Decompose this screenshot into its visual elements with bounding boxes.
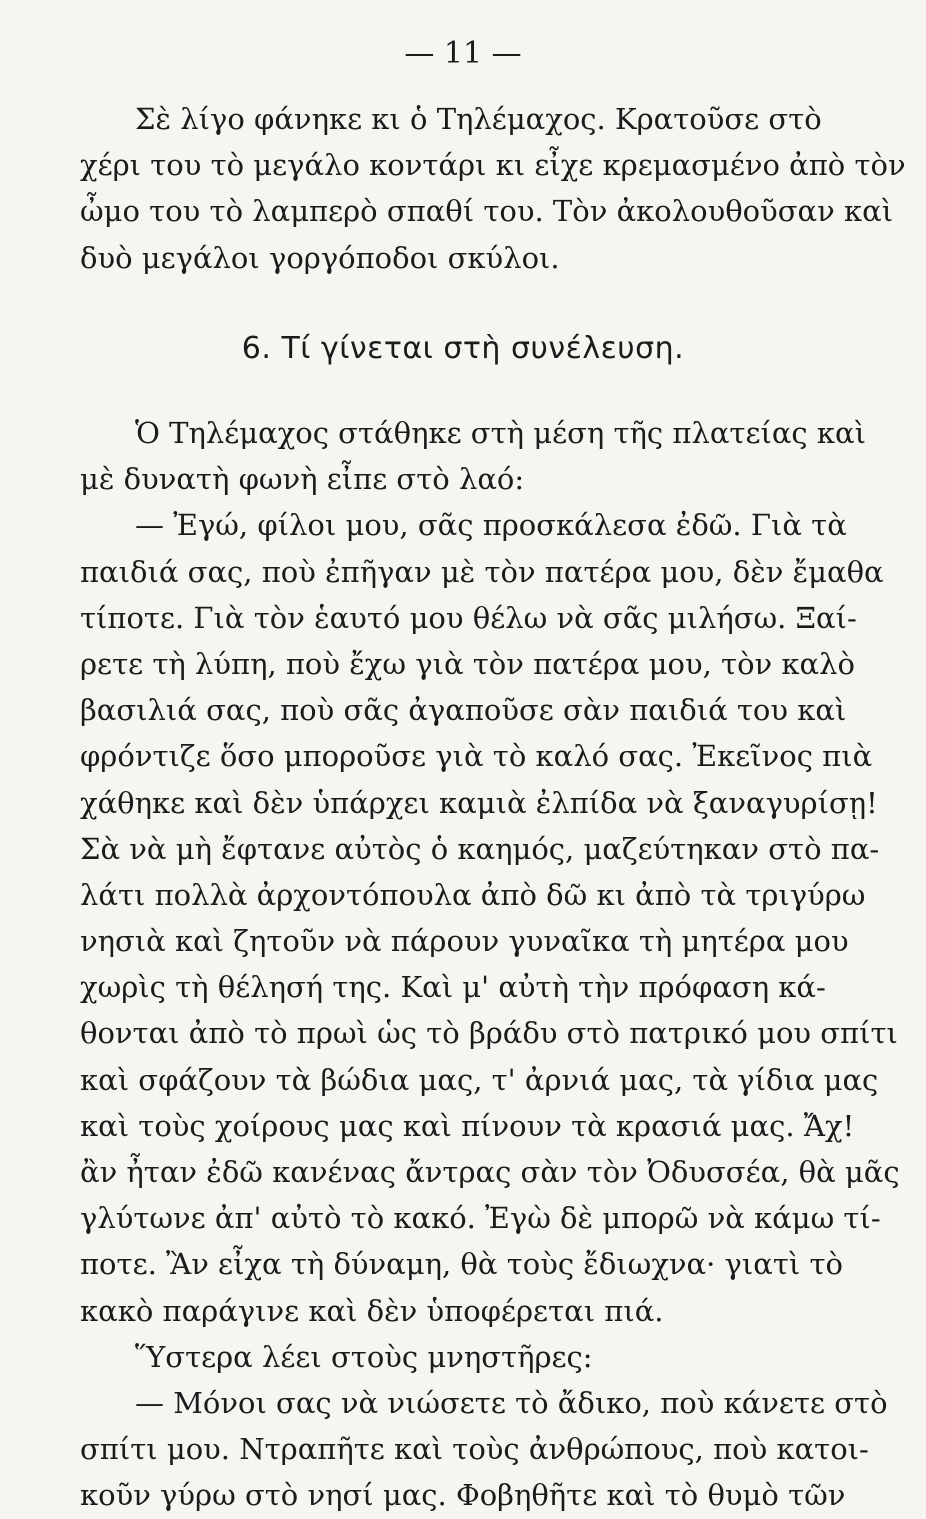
- text-line: νησιὰ καὶ ζητοῦν νὰ πάρουν γυναῖκα τὴ μητέρα μου: [80, 924, 849, 959]
- text-line: θονται ἀπὸ τὸ πρωὶ ὡς τὸ βράδυ στὸ πατρικό μου σπίτι: [80, 1016, 898, 1051]
- text-line: σπίτι μου. Ντραπῆτε καὶ τοὺς ἀνθρώπους, ποὺ κατοι-: [80, 1432, 869, 1467]
- text-line: ὦμο του τὸ λαμπερὸ σπαθί του. Τὸν ἀκολουθοῦσαν καὶ: [80, 194, 894, 229]
- text-line: Σὰ νὰ μὴ ἔφτανε αὐτὸς ὁ καημός, μαζεύτηκαν στὸ πα-: [80, 831, 880, 866]
- text-line: δυὸ μεγάλοι γοργόποδοι σκύλοι.: [80, 240, 560, 275]
- text-line: χάθηκε καὶ δὲν ὑπάρχει καμιὰ ἐλπίδα νὰ ξαναγυρίσῃ!: [80, 785, 878, 820]
- text-line: Σὲ λίγο φάνηκε κι ὁ Τηλέμαχος. Κρατοῦσε στὸ: [135, 102, 822, 136]
- text-line: χέρι του τὸ μεγάλο κοντάρι κι εἶχε κρεμασμένο ἀπὸ τὸν: [80, 148, 906, 183]
- text-line: Ὁ Τηλέμαχος στάθηκε στὴ μέση τῆς πλατείας καὶ: [135, 416, 866, 450]
- text-line: κοῦν γύρω στὸ νησί μας. Φοβηθῆτε καὶ τὸ θυμὸ τῶν: [80, 1478, 846, 1513]
- page-number: — 11 —: [404, 36, 522, 71]
- text-line: κακὸ παράγινε καὶ δὲν ὑποφέρεται πιά.: [80, 1293, 664, 1328]
- text-line: Ὕστερα λέει στοὺς μνηστῆρες:: [135, 1339, 593, 1374]
- text-line: φρόντιζε ὅσο μποροῦσε γιὰ τὸ καλό σας. Ἐκεῖνος πιὰ: [80, 739, 873, 774]
- text-line: λάτι πολλὰ ἀρχοντόπουλα ἀπὸ δῶ κι ἀπὸ τὰ τριγύρω: [80, 877, 866, 912]
- text-line: γλύτωνε ἀπ' αὐτὸ τὸ κακό. Ἐγὼ δὲ μπορῶ νὰ κάμω τί-: [80, 1201, 881, 1236]
- text-line: — Ἐγώ, φίλοι μου, σᾶς προσκάλεσα ἐδῶ. Γιὰ τὰ: [135, 508, 847, 543]
- text-line: καὶ τοὺς χοίρους μας καὶ πίνουν τὰ κρασιά μας. Ἄχ!: [80, 1108, 855, 1143]
- text-line: βασιλιά σας, ποὺ σᾶς ἀγαποῦσε σὰν παιδιά του καὶ: [80, 693, 847, 728]
- text-line: χωρὶς τὴ θέλησή της. Καὶ μ' αὐτὴ τὴν πρόφαση κά-: [80, 970, 826, 1005]
- section-body: [80, 410, 900, 1519]
- opening-paragraph: [80, 96, 906, 281]
- text-line: παιδιά σας, ποὺ ἐπῆγαν μὲ τὸν πατέρα μου, δὲν ἔμαθα: [80, 554, 884, 589]
- text-line: ποτε. Ἂν εἶχα τὴ δύναμη, θὰ τοὺς ἔδιωχνα· γιατὶ τὸ: [80, 1247, 843, 1282]
- text-line: μὲ δυνατὴ φωνὴ εἶπε στὸ λαό:: [80, 462, 525, 497]
- text-line: — Μόνοι σας νὰ νιώσετε τὸ ἄδικο, ποὺ κάνετε στὸ: [135, 1385, 888, 1420]
- text-line: ρετε τὴ λύπη, ποὺ ἔχω γιὰ τὸν πατέρα μου, τὸν καλὸ: [80, 646, 855, 681]
- text-line: τίποτε. Γιὰ τὸν ἑαυτό μου θέλω νὰ σᾶς μιλήσω. Ξαί-: [80, 600, 857, 635]
- text-line: ἂν ἦταν ἐδῶ κανένας ἄντρας σὰν τὸν Ὀδυσσέα, θὰ μᾶς: [80, 1155, 900, 1189]
- text-line: καὶ σφάζουν τὰ βώδια μας, τ' ἀρνιά μας, τὰ γίδια μας: [80, 1062, 879, 1097]
- section-heading: 6. Τί γίνεται στὴ συνέλευση.: [241, 331, 685, 366]
